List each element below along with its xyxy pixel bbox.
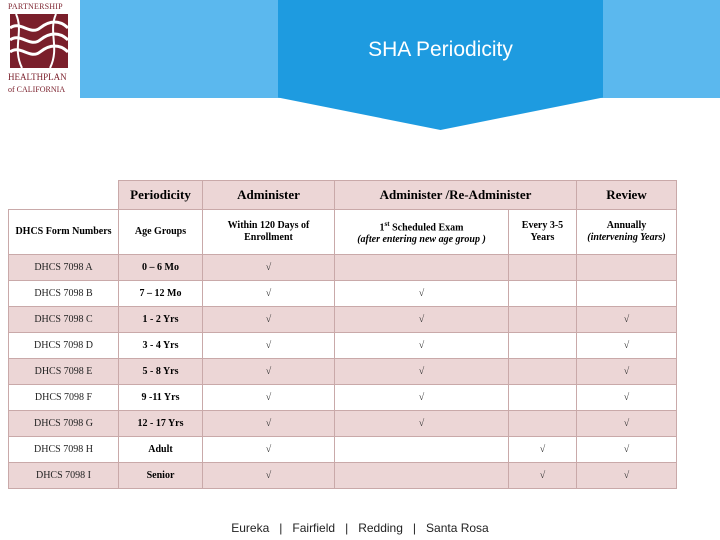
age-group-cell: 9 -11 Yrs — [119, 385, 203, 411]
check-cell-within-120-days: √ — [203, 281, 335, 307]
subheader-form-numbers: DHCS Form Numbers — [9, 210, 119, 255]
header-administer: Administer — [203, 181, 335, 210]
header-review: Review — [577, 181, 677, 210]
check-cell-within-120-days: √ — [203, 255, 335, 281]
first-exam-suffix: st — [384, 219, 390, 228]
check-cell-annually: √ — [577, 463, 677, 489]
group-header-row — [9, 181, 677, 210]
check-cell-first-exam: √ — [335, 307, 509, 333]
check-cell-within-120-days: √ — [203, 411, 335, 437]
check-cell-every-3-5-years: √ — [509, 463, 577, 489]
check-cell-every-3-5-years — [509, 333, 577, 359]
slide-title: SHA Periodicity — [368, 38, 513, 61]
form-number-cell: DHCS 7098 C — [9, 307, 119, 333]
form-number-cell: DHCS 7098 E — [9, 359, 119, 385]
check-cell-every-3-5-years — [509, 359, 577, 385]
age-group-cell: Adult — [119, 437, 203, 463]
table-row — [9, 411, 677, 437]
check-cell-within-120-days: √ — [203, 463, 335, 489]
table-row — [9, 385, 677, 411]
header-administer-readminister: Administer /Re-Administer — [335, 181, 577, 210]
form-number-cell: DHCS 7098 I — [9, 463, 119, 489]
table-row — [9, 437, 677, 463]
logo-bottom-text-1: HEALTHPLAN — [8, 72, 67, 82]
subheader-annually — [577, 210, 677, 255]
form-number-cell: DHCS 7098 A — [9, 255, 119, 281]
check-cell-within-120-days: √ — [203, 333, 335, 359]
check-cell-every-3-5-years — [509, 385, 577, 411]
footer-locations: Eureka | Fairfield | Redding | Santa Rosa — [231, 521, 489, 535]
subheader-every-3-5-years: Every 3-5 Years — [509, 210, 577, 255]
header-banner-pennant — [278, 0, 603, 130]
check-cell-first-exam — [335, 437, 509, 463]
check-cell-annually: √ — [577, 385, 677, 411]
partnership-logo — [8, 2, 72, 98]
check-cell-annually: √ — [577, 411, 677, 437]
subheader-first-exam — [335, 210, 509, 255]
table-row — [9, 359, 677, 385]
age-group-cell: 3 - 4 Yrs — [119, 333, 203, 359]
form-number-cell: DHCS 7098 H — [9, 437, 119, 463]
check-cell-first-exam — [335, 463, 509, 489]
check-cell-first-exam: √ — [335, 385, 509, 411]
age-group-cell: 12 - 17 Yrs — [119, 411, 203, 437]
form-number-cell: DHCS 7098 D — [9, 333, 119, 359]
first-exam-label: Scheduled Exam — [392, 222, 464, 234]
age-group-cell: 7 – 12 Mo — [119, 281, 203, 307]
table-row — [9, 307, 677, 333]
subheader-age-groups: Age Groups — [119, 210, 203, 255]
age-group-cell: Senior — [119, 463, 203, 489]
form-number-cell: DHCS 7098 B — [9, 281, 119, 307]
check-cell-first-exam: √ — [335, 359, 509, 385]
subheader-within-120-days: Within 120 Days of Enrollment — [203, 210, 335, 255]
check-cell-every-3-5-years — [509, 281, 577, 307]
logo-bottom-text-2: of CALIFORNIA — [8, 85, 66, 94]
check-cell-every-3-5-years: √ — [509, 437, 577, 463]
check-cell-annually: √ — [577, 437, 677, 463]
check-cell-annually — [577, 281, 677, 307]
sub-header-row — [9, 210, 677, 255]
check-cell-every-3-5-years — [509, 307, 577, 333]
table-row — [9, 333, 677, 359]
table-row — [9, 281, 677, 307]
logo-top-text: PARTNERSHIP — [8, 2, 63, 11]
check-cell-first-exam: √ — [335, 281, 509, 307]
age-group-cell: 5 - 8 Yrs — [119, 359, 203, 385]
check-cell-within-120-days: √ — [203, 437, 335, 463]
check-cell-first-exam: √ — [335, 333, 509, 359]
check-cell-within-120-days: √ — [203, 359, 335, 385]
first-exam-number: 1 — [379, 222, 385, 234]
annually-label: Annually — [606, 220, 647, 231]
logo-wave-icon — [10, 14, 68, 68]
check-cell-annually — [577, 255, 677, 281]
check-cell-annually: √ — [577, 359, 677, 385]
header-periodicity: Periodicity — [119, 181, 203, 210]
check-cell-first-exam — [335, 255, 509, 281]
check-cell-within-120-days: √ — [203, 307, 335, 333]
annually-note: (intervening Years) — [587, 232, 666, 243]
check-cell-first-exam: √ — [335, 411, 509, 437]
age-group-cell: 1 - 2 Yrs — [119, 307, 203, 333]
form-number-cell: DHCS 7098 G — [9, 411, 119, 437]
table-row — [9, 255, 677, 281]
check-cell-within-120-days: √ — [203, 385, 335, 411]
age-group-cell: 0 – 6 Mo — [119, 255, 203, 281]
check-cell-every-3-5-years — [509, 255, 577, 281]
check-cell-annually: √ — [577, 307, 677, 333]
check-cell-annually: √ — [577, 333, 677, 359]
first-exam-note: (after entering new age group ) — [357, 234, 486, 246]
table-row — [9, 463, 677, 489]
check-cell-every-3-5-years — [509, 411, 577, 437]
form-number-cell: DHCS 7098 F — [9, 385, 119, 411]
header-blank-cell — [9, 181, 119, 210]
periodicity-table — [8, 180, 677, 489]
